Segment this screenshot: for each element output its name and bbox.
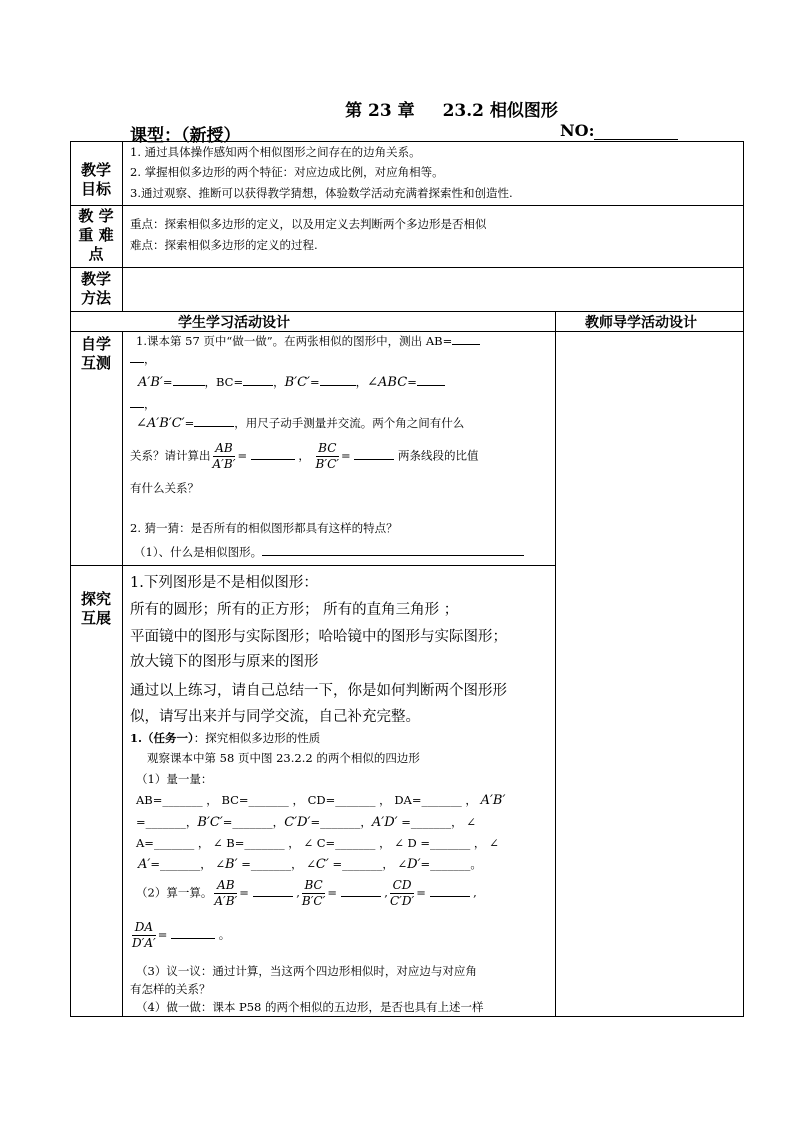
table-line: [122, 141, 123, 311]
math-a1d1: A′D′: [371, 815, 398, 830]
m4-d: =_______， ∠: [237, 857, 316, 871]
blank: [173, 373, 205, 386]
blank: [130, 395, 144, 408]
keypoints-label: [71, 207, 121, 264]
fraction-bc: [316, 441, 339, 472]
table-line: [70, 205, 744, 206]
fraction-den: A′B′: [212, 457, 236, 471]
measure-line-4: [138, 855, 482, 874]
selftest-line-2: A′B′= ，BC= ，B′C′= ，∠ABC=: [138, 373, 445, 392]
discuss-line-1: （3）议一议：通过计算，当这两个四边形相似时，对应边与对应角: [136, 964, 477, 978]
selftest-line-1b: ，: [130, 350, 156, 369]
blank: [243, 373, 273, 386]
keypoints-label-3: 点: [88, 245, 104, 263]
math-b1c1: B′C′: [284, 375, 311, 390]
selftest-line-2b: ，: [130, 395, 156, 414]
table-line: [555, 311, 556, 1016]
measure-line-3: A=_______ ， ∠ B=_______ ， ∠ C=_______ ， ∠ D =_______ ， ∠: [136, 836, 499, 850]
fraction-num: DA: [132, 920, 156, 936]
keypoints-label-1: 教 学: [78, 207, 114, 225]
blank: [452, 332, 480, 345]
fraction-num: AB: [213, 441, 236, 457]
explore-p3: 平面镜中的图形与实际图形；哈哈镜中的图形与实际图形；: [130, 629, 507, 645]
number-blank: [594, 123, 678, 140]
m4-f: =_______， ∠: [328, 857, 408, 871]
keypoint-item-2: 难点：探索相似多边形的定义的过程.: [130, 238, 318, 252]
math-b1c1: B′C′: [197, 815, 223, 830]
teacher-column-header: 教师导学活动设计: [585, 315, 697, 331]
calc-line: （2）算一算。 $\frac{AB}{A'B'}$ = , $\frac{BC}{B'C'}$ = , $\frac{CD}{C'D'}$ = ,: [136, 878, 477, 908]
fraction-den: A′B′: [214, 894, 238, 908]
fraction-bc: [302, 878, 325, 909]
methods-label-1: 教学: [80, 270, 111, 288]
student-column-header: 学生学习活动设计: [178, 315, 290, 331]
section-label: 23.2 相似图形: [442, 101, 558, 121]
selftest-l4-text: 关系？请计算出: [130, 448, 211, 463]
fraction-num: CD: [390, 878, 414, 894]
selftest-l4-end: 两条线段的比值: [397, 448, 479, 463]
m4-h: =_______。: [420, 857, 482, 871]
blank: [417, 373, 445, 386]
calc-line-2: $\frac{DA}{D'A'}$ = 。: [132, 920, 231, 950]
selftest-q2: 2. 猜一猜：是否所有的相似图形都具有这样的特点？: [130, 521, 398, 535]
doit-line: （4）做一做：课本 P58 的两个相似的五边形，是否也具有上述一样: [136, 1000, 484, 1014]
math-angle-a1b1c1: ∠A′B′C′: [136, 416, 185, 431]
fraction-den: D′A′: [132, 936, 156, 950]
m4-b: =_______， ∠: [150, 857, 226, 871]
fraction-da: [132, 920, 156, 951]
methods-label-2: 方法: [80, 289, 111, 307]
math-b1: B′: [225, 857, 238, 872]
answer-line: [262, 543, 524, 556]
explore-task: [130, 729, 320, 748]
fraction-den: C′D′: [389, 894, 415, 908]
blank: [430, 884, 470, 897]
goal-item-2: 2. 掌握相似多边形的两个特征：对应边成比例，对应角相等。: [130, 165, 444, 179]
table-line: [70, 141, 744, 142]
blank: [194, 414, 234, 427]
page-title: [0, 96, 793, 121]
task-title: 1.（任务一）: [130, 731, 194, 745]
selftest-line-3: ∠A′B′C′= ，用尺子动手测量并交流。两个角之间有什么: [136, 416, 465, 431]
explore-label-2: 互展: [80, 609, 111, 627]
math-a1: A′: [138, 857, 151, 872]
fraction-num: AB: [214, 878, 237, 894]
measure-line-1: [136, 791, 505, 810]
selftest-label-1: 自学: [80, 335, 111, 353]
math-c1d1: C′D′: [284, 815, 311, 830]
blank: [253, 884, 293, 897]
explore-p5: 通过以上练习，请自己总结一下，你是如何判断两个图形形: [130, 683, 507, 699]
selftest-q2-1-text: （1）、什么是相似图形。: [134, 545, 263, 559]
number-field: [560, 121, 678, 140]
math-d1: D′: [407, 857, 421, 872]
blank: [171, 926, 215, 939]
m1-text: AB=_______ ， BC=_______ ， CD=_______ ， DA=_______ ，: [136, 793, 477, 807]
calc-label: （2）算一算。: [136, 885, 213, 900]
fraction-den: B′C′: [301, 894, 326, 908]
table-line: [122, 331, 123, 1016]
fraction-num: BC: [316, 441, 339, 457]
m2-a: =_______，: [136, 815, 198, 829]
methods-label: [71, 270, 121, 308]
explore-observe: 观察课本中第 58 页中图 23.2.2 的两个相似的四边形: [147, 751, 420, 765]
selftest-q1-text: 1.课本第 57 页中“做一做”。在两张相似的图形中，测出 AB=: [136, 334, 453, 348]
table-line: [70, 565, 555, 566]
goals-label-2: 目标: [80, 180, 111, 198]
fraction-cd: [390, 878, 414, 909]
fraction-ab: [213, 441, 236, 472]
measure-line-2: [136, 813, 476, 832]
fraction-ab: [214, 878, 237, 909]
lesson-type: 课型：（新授）: [130, 126, 241, 146]
table-line: [743, 141, 744, 1016]
blank: [130, 350, 144, 363]
explore-p6: 似，请写出来并与同学交流，自己补充完整。: [130, 709, 420, 725]
selftest-l3-text: ，用尺子动手测量并交流。两个角之间有什么: [234, 416, 465, 430]
math-a1b1: A′B′: [480, 793, 506, 808]
explore-p2: 所有的圆形；所有的正方形； 所有的直角三角形 ；: [130, 602, 459, 618]
goals-label-1: 教学: [80, 161, 111, 179]
m2-e: =_______，: [310, 815, 372, 829]
m2-g: =_______， ∠: [397, 815, 476, 829]
blank: [354, 447, 394, 460]
selftest-line-4: 关系？请计算出 $\frac{AB}{A'B'}$ = ， $\frac{BC}{B'C'}$ = 两条线段的比值: [130, 441, 479, 471]
table-line: [70, 267, 744, 268]
selftest-q2-1: [134, 543, 524, 562]
blank: [320, 373, 356, 386]
goal-item-3: 3.通过观察、推断可以获得教学猜想，体验数学活动充满着探索性和创造性.: [130, 186, 513, 200]
selftest-label-2: 互测: [80, 354, 111, 372]
explore-measure: （1）量一量：: [136, 772, 213, 786]
selftest-line-5: 有什么关系？: [130, 481, 199, 495]
m2-c: =_______，: [222, 815, 285, 829]
goals-label: [71, 161, 121, 199]
math-a1b1: A′B′: [138, 375, 163, 390]
keypoint-item-1: 重点：探索相似多边形的定义，以及用定义去判断两个多边形是否相似: [130, 217, 487, 231]
explore-p4: 放大镜下的图形与原来的图形: [130, 654, 319, 670]
number-label: NO:: [560, 121, 595, 140]
bc-label: ，BC=: [204, 375, 244, 389]
selftest-label: [71, 335, 121, 373]
chapter-label: 第 23 章: [345, 101, 415, 121]
math-c1: C′: [315, 857, 329, 872]
goal-item-1: 1. 通过具体操作感知两个相似图形之间存在的边角关系。: [130, 145, 421, 159]
selftest-line-1: [136, 332, 480, 351]
discuss-line-2: 有怎样的关系？: [130, 982, 211, 996]
math-angle-abc: ∠ABC: [367, 375, 408, 390]
blank: [251, 447, 295, 460]
fraction-num: BC: [302, 878, 325, 894]
explore-label-1: 探究: [80, 590, 111, 608]
task-desc: ：探究相似多边形的性质: [193, 731, 321, 745]
blank: [341, 884, 381, 897]
explore-p1: 1.下列图形是不是相似图形：: [130, 575, 318, 591]
explore-label: [71, 590, 121, 628]
fraction-den: B′C′: [315, 457, 339, 471]
keypoints-label-2: 重 难: [78, 226, 114, 244]
